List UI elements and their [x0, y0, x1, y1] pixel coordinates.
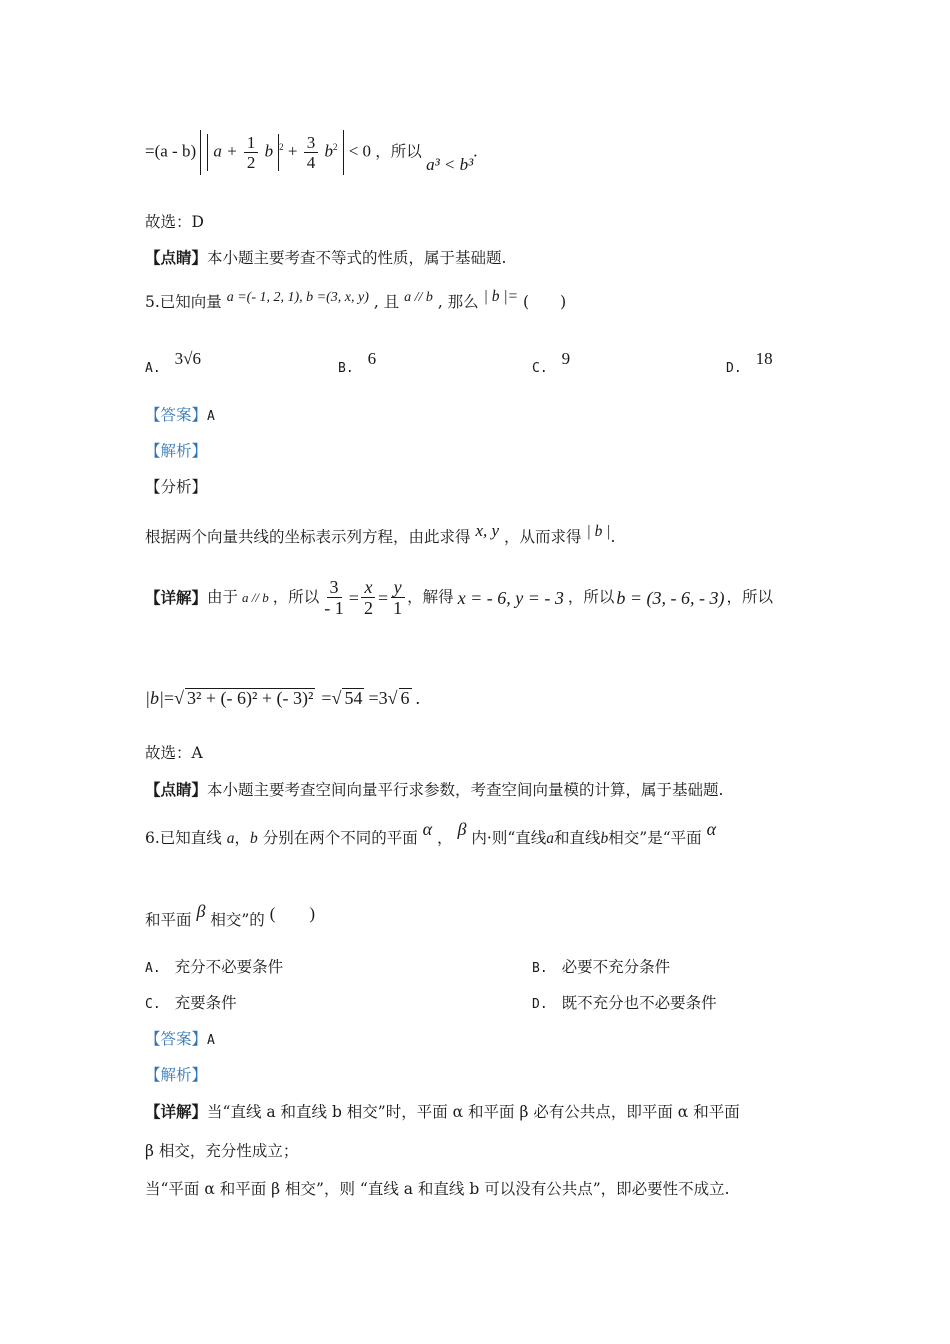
fraction-3-over-neg1: $\frac{3}{- 1}$	[324, 577, 344, 618]
fraction-three-quarters: $\frac{3}{4}$	[304, 134, 319, 171]
q5-option-d[interactable]: $_{D.}$18	[726, 349, 773, 376]
q5-option-a[interactable]: $_{A.}$3√6	[145, 349, 201, 376]
sqrt-sign: √	[174, 687, 184, 708]
norm-b: | b |=	[483, 288, 519, 305]
question-5-stem: 5.已知向量 a =(- 1, 2, 1), b =(3, x, y) , 且 a // b , 那么 | b |= ( )	[145, 288, 567, 311]
expr-prefix: =(a - b)	[145, 141, 197, 161]
jiexi-5: 【解析】	[145, 442, 208, 460]
xiangjie-6-line-3: 当“平面 α 和平面 β 相交”，则 “直线 a 和直线 b 可以没有公共点”，即必要性不成立.	[145, 1180, 730, 1198]
fraction-x-over-2: $\frac{x}{2}$	[361, 578, 376, 617]
q5-option-b[interactable]: $_{B.}$6	[338, 349, 377, 376]
answer-5: 【答案】A	[145, 406, 215, 424]
q6-option-b[interactable]: B. 必要不充分条件	[532, 958, 671, 976]
cube-inequality: a³ < b³	[426, 155, 474, 175]
expression-line: =(a - b) a + $\frac{1}{2}$ b $^2$ + $\frac{3}{4}$ $b^2 < 0$ ，所以 a³ < b³.	[145, 130, 477, 175]
answer-6: 【答案】A	[145, 1030, 215, 1048]
question-6-line-2: 和平面 β 相交”的 ( )	[145, 901, 316, 929]
fenxi-5: 【分析】	[145, 478, 208, 496]
answer-choice-d: 故选：D	[145, 213, 204, 231]
q6-option-a[interactable]: A. 充分不必要条件	[145, 958, 284, 976]
fraction-one-half: $\frac{1}{2}$	[244, 134, 259, 171]
fenxi-text: 根据两个向量共线的坐标表示列方程，由此求得 x, y ，从而求得 | b |.	[145, 521, 616, 546]
dianjing-line-2: 【点睛】本小题主要考查空间向量平行求参数，考查空间向量模的计算，属于基础题.	[145, 780, 724, 799]
q5-option-c[interactable]: $_{C.}$9	[532, 349, 571, 376]
fraction-y-over-1: $\frac{y}{1}$	[390, 578, 405, 617]
vector-definitions: a =(- 1, 2, 1), b =(3, x, y)	[226, 290, 369, 305]
norm-computation: |b| = √ 3² + (- 6)² + (- 3)² = √ 54 =3 √ 6 .	[145, 687, 421, 708]
xiangjie-6-line-2: β 相交，充分性成立；	[145, 1142, 299, 1160]
q6-option-d[interactable]: D. 既不充分也不必要条件	[532, 994, 717, 1012]
expr-a-plus: a +	[213, 141, 238, 161]
dianjing-line-1: 【点睛】本小题主要考查不等式的性质，属于基础题.	[145, 248, 507, 267]
square-bracket-group: a + $\frac{1}{2}$ b $^2$ + $\frac{3}{4}$ $b^2$	[200, 130, 344, 175]
xiangjie-6-line-1: 【详解】当“直线 a 和直线 b 相交”时，平面 α 和平面 β 必有公共点，即平面 α 和平面	[145, 1102, 740, 1121]
xiangjie-5-line: 【详解】 由于 a // b ，所以 $\frac{3}{- 1}$ = $\frac{x}{2}$ = $\frac{y}{1}$ ，解得 x = - 6, y = - 3 ，所以 b = (3, - 6, - 3) ，所以	[145, 577, 774, 618]
jiexi-6: 【解析】	[145, 1066, 208, 1084]
question-6-line-1: 6.已知直线 a，b 分别在两个不同的平面 α ， β 内·则“直线a和直线b相交”是“平面 α	[145, 819, 717, 847]
answer-choice-a: 故选：A	[145, 744, 203, 762]
q6-option-c[interactable]: C. 充要条件	[145, 994, 237, 1012]
